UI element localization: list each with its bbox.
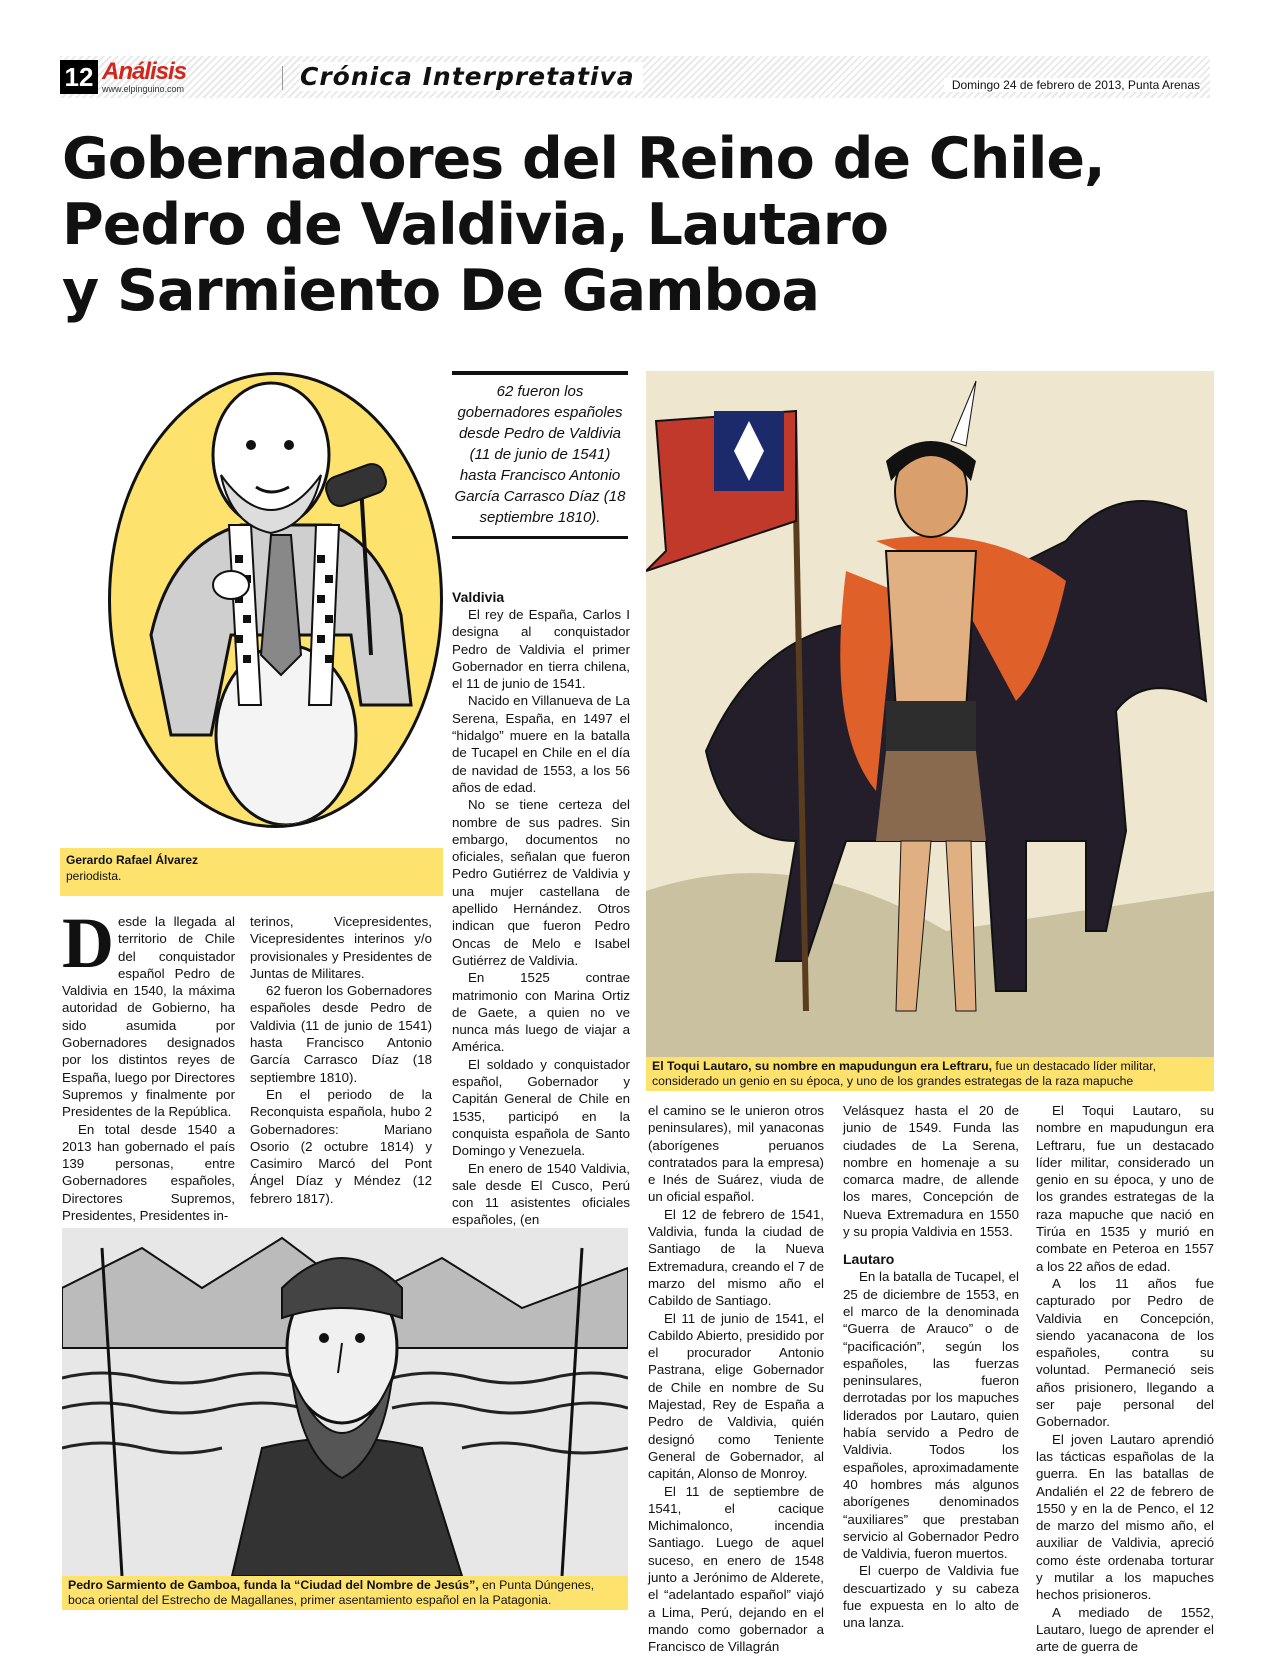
dateline: Domingo 24 de febrero de 2013, Punta Arenas	[944, 78, 1200, 92]
lautaro-caption	[646, 1057, 1214, 1091]
paragraph: El soldado y conquistador español, Gobernador y Capitán General de Chile en 1535, participó en la conquista española de Santo Domingo y Venezuela.	[452, 1056, 630, 1159]
headline-line3: y Sarmiento De Gamboa	[62, 258, 819, 324]
paragraph: En 1525 contrae matrimonio con Marina Ortiz de Gaete, a quien no ve nunca más luego de viajar a América.	[452, 970, 630, 1055]
author-role: periodista.	[66, 869, 122, 883]
headline-line2: Pedro de Valdivia, Lautaro	[62, 192, 888, 258]
article-column-6	[1036, 1102, 1214, 1656]
paragraph: El 12 de febrero de 1541, Valdivia, funda la ciudad de Santiago de la Nueva Extremadura, creando el 7 de marzo del mismo año el Cabildo de Santiago.	[648, 1206, 824, 1309]
brand-logo	[102, 60, 186, 94]
author-name: Gerardo Rafael Álvarez	[66, 853, 199, 867]
paragraph: A mediado de 1552, Lautaro, luego de aprender el arte de guerra de	[1036, 1604, 1214, 1655]
caption-text: en Punta Dúngenes, boca oriental del Estrecho de Magallanes, primer asentamiento español en la Patagonia.	[68, 1578, 595, 1607]
sarmiento-caption	[62, 1576, 628, 1610]
subheading-valdivia: Valdivia	[452, 589, 505, 605]
paragraph: En la batalla de Tucapel, el 25 de diciembre de 1553, en el marco de la denominada “Guerra de Arauco” o de “pacificación”, según los españoles, las fuerzas peninsulares, fueron derrotadas por los mapuches liderados por Lautaro, quien había servido a Pedro de Valdivia. Todos los españoles, aproximadamente 40 hombres más algunos aborígenes denominados “auxiliares” que prestaban servicio al Gobernador Pedro de Valdivia, fueron muertos.	[843, 1269, 1019, 1562]
page-number: 12	[60, 60, 98, 94]
paragraph: El rey de España, Carlos I designa al conquistador Pedro de Valdivia el primer Gobernador en tierra chilena, el 11 de junio de 1541.	[452, 607, 630, 692]
pull-quote: 62 fueron los gobernadores españoles desde Pedro de Valdivia (11 de junio de 1541) hasta Francisco Antonio García Carrasco Díaz (18 septiembre 1810).	[452, 371, 628, 539]
page-header	[60, 56, 1210, 98]
paragraph: En enero de 1540 Valdivia, sale desde El Cusco, Perú con 11 asistentes oficiales españoles, (en	[452, 1160, 630, 1228]
sarmiento-engraving	[62, 1228, 628, 1576]
paragraph: el camino se le unieron otros peninsulares), mil yanaconas (aborígenes peruanos contratados para la empresa) e Inés de Suárez, viuda de un oficial español.	[648, 1103, 824, 1205]
paragraph: El cuerpo de Valdivia fue descuartizado y su cabeza fue expuesta en lo alto de una lanza.	[843, 1563, 1019, 1631]
paragraph: esde la llegada al territorio de Chile del conquistador español Pedro de Valdivia en 1540, la máxima autoridad de Gobierno, ha sido asumida por Gobernadores designados por los distintos reyes de España, luego por Directores Supremos y finalmente por Presidentes de la República.	[62, 914, 235, 1120]
article-column-4	[648, 1102, 824, 1656]
article-column-1	[62, 903, 235, 1224]
article-column-5	[843, 1102, 1019, 1632]
caption-bold: El Toqui Lautaro, su nombre en mapudungun era Leftraru,	[652, 1059, 993, 1073]
paragraph: terinos, Vicepresidentes, Vicepresidentes interinos y/o provisionales y Presidentes de Juntas de Militares.	[250, 914, 432, 981]
paragraph: Velásquez hasta el 20 de junio de 1549. Funda las ciudades de La Serena, nombre en homenaje a su comarca madre, de allende los mares, Concepción de Nueva Extremadura en 1550 y su propia Valdivia en 1553.	[843, 1103, 1019, 1240]
headline-line1: Gobernadores del Reino de Chile,	[62, 126, 1105, 192]
author-caricature	[108, 372, 443, 828]
article-column-3	[452, 588, 630, 1229]
header-divider	[282, 66, 283, 90]
byline	[60, 848, 443, 896]
brand-url: www.elpinguino.com	[102, 84, 185, 94]
lautaro-painting	[646, 371, 1214, 1057]
section-title: Crónica Interpretativa	[300, 62, 643, 91]
paragraph: En total desde 1540 a 2013 han gobernado el país 139 personas, entre Gobernadores españoles, Directores Supremos, Presidentes, Presidentes in-	[62, 1121, 235, 1224]
paragraph: Nacido en Villanueva de La Serena, España, en 1497 el “hidalgo” muere en la batalla de Tucapel en Chile en el día de navidad de 1553, a los 56 años de edad.	[452, 693, 630, 795]
paragraph: En el periodo de la Reconquista española, hubo 2 Gobernadores: Mariano Osorio (2 octubre 1814) y Casimiro Marcó del Pont Ángel Díaz y Méndez (12 febrero 1817).	[250, 1086, 432, 1206]
paragraph: 62 fueron los Gobernadores españoles desde Pedro de Valdivia (11 de junio de 1541) hasta Francisco Antonio García Carrasco Díaz (18 septiembre 1810).	[250, 983, 432, 1085]
paragraph: El 11 de septiembre de 1541, el cacique Michimalonco, incendia Santiago. Luego de aquel suceso, en enero de 1548 junto a Jerónimo de Alderete, el “adelantado español” viajó a Lima, Perú, dejando en el mando como gobernador a Francisco de Villagrán	[648, 1483, 824, 1655]
subheading-lautaro: Lautaro	[843, 1251, 895, 1268]
headline	[62, 126, 1212, 324]
paragraph: A los 11 años fue capturado por Pedro de Valdivia en Concepción, siendo yacanacona de los españoles, contra su voluntad. Permaneció seis años prisionero, llegando a ser paje personal del Gobernador.	[1036, 1275, 1214, 1430]
paragraph: No se tiene certeza del nombre de sus padres. Sin embargo, documentos no oficiales, señalan que fueron Pedro Gutiérrez de Valdivia y una mujer castellana de apellido Hernández. Otros indican que fueron Pedro Oncas de Melo e Isabel Gutiérrez de Valdivia.	[452, 797, 630, 968]
article-column-2	[250, 913, 432, 1207]
paragraph: El 11 de junio de 1541, el Cabildo Abierto, presidido por el procurador Antonio Pastrana, elige Gobernador de Chile en nombre de Su Majestad, Rey de España a Pedro de Valdivia, quién designó como Teniente General de Gobernador, al capitán, Alonso de Monroy.	[648, 1310, 824, 1482]
drop-cap: D	[62, 903, 114, 983]
paragraph: El Toqui Lautaro, su nombre en mapudungun era Leftraru, fue un destacado líder militar, considerado un genio en su época, y uno de los grandes estrategas de la raza mapuche que nació en Tirúa en 1535 y murió en combate en Peteroa en 1557 a los 22 años de edad.	[1036, 1103, 1214, 1274]
caption-text: fue un destacado líder militar, considerado un genio en su época, y uno de los grandes estrategas de la raza mapuche	[652, 1059, 1157, 1088]
paragraph: El joven Lautaro aprendió las tácticas españolas de la guerra. En las batallas de Andalién el 22 de febrero de 1550 y en la de Penco, el 12 de marzo del mismo año, el auxiliar de Valdivia, apreció como éste ordenaba torturar y mutilar a los mapuches hechos prisioneros.	[1036, 1431, 1214, 1603]
brand-name: Análisis	[102, 58, 187, 85]
caption-bold: Pedro Sarmiento de Gamboa, funda la “Ciudad del Nombre de Jesús”,	[68, 1578, 479, 1592]
